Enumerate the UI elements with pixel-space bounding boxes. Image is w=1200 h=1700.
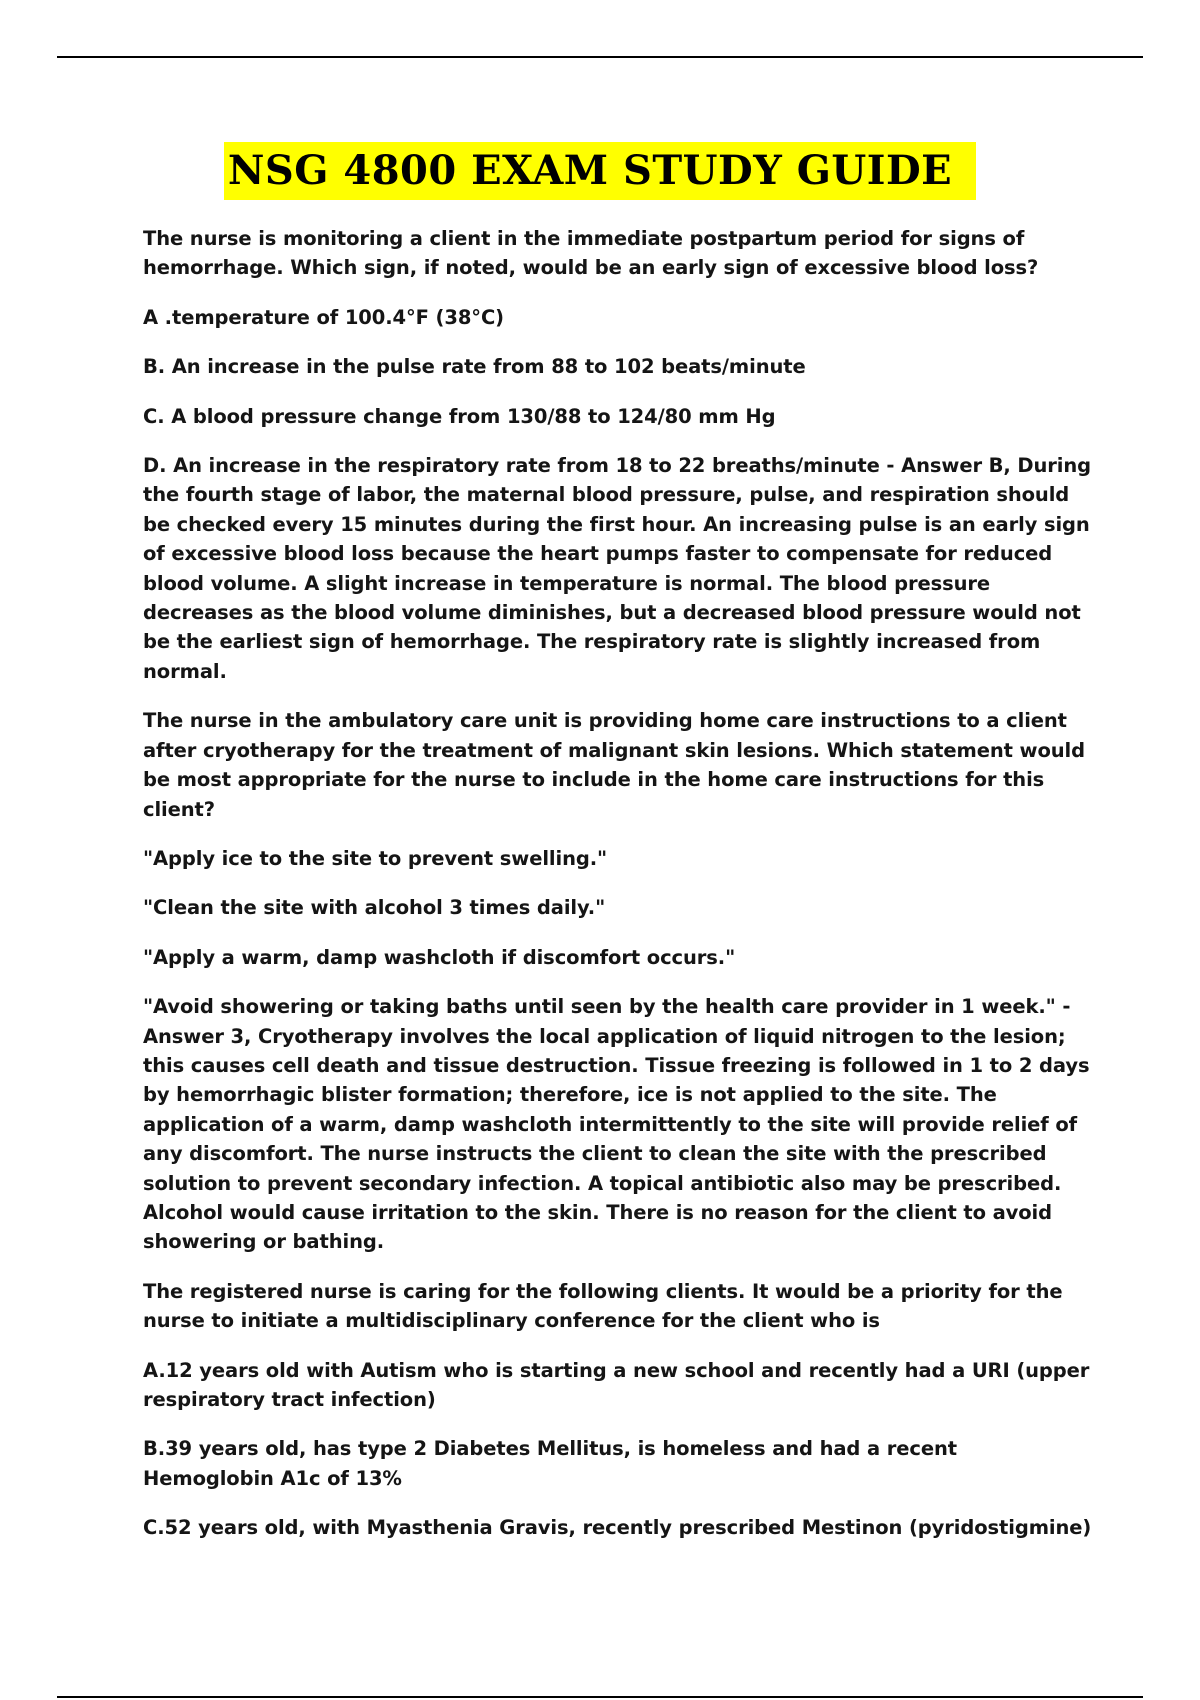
question-2-option-2: "Clean the site with alcohol 3 times daily.": [143, 896, 606, 920]
question-1-option-a: A .temperature of 100.4°F (38°C): [143, 305, 504, 329]
question-2-stem: The nurse in the ambulatory care unit is providing home care instructions to a client after cryotherapy for the treatment of malignant skin lesions. Which statement would be most appropriate for the nurse to include in the home care instructions for this client?: [143, 709, 1085, 821]
question-3-stem: The registered nurse is caring for the following clients. It would be a priority for the nurse to initiate a multidisciplinary conference for the client who is: [143, 1279, 1063, 1333]
document-body: [143, 224, 1093, 1563]
question-3-option-b: B.39 years old, has type 2 Diabetes Mellitus, is homeless and had a recent Hemoglobin A1c of 13%: [143, 1437, 957, 1490]
top-rule: [57, 56, 1143, 58]
document-title: NSG 4800 EXAM STUDY GUIDE: [224, 142, 976, 200]
title-container: [0, 142, 1200, 200]
question-1-stem: The nurse is monitoring a client in the immediate postpartum period for signs of hemorrhage. Which sign, if noted, would be an early sign of excessive blood loss?: [143, 227, 1039, 280]
question-3-option-c: C.52 years old, with Myasthenia Gravis, recently prescribed Mestinon (pyridostigmine): [143, 1516, 1092, 1540]
question-1-option-d-answer: D. An increase in the respiratory rate from 18 to 22 breaths/minute - Answer B, During the fourth stage of labor, the maternal blood pressure, pulse, and respiration should be checked every 15 minutes during the first hour. An increasing pulse is an early sign of excessive blood loss because the heart pumps faster to compensate for reduced blood volume. A slight increase in temperature is normal. The blood pressure decreases as the blood volume diminishes, but a decreased blood pressure would not be the earliest sign of hemorrhage. The respiratory rate is slightly increased from normal.: [143, 454, 1092, 683]
question-2-option-1: "Apply ice to the site to prevent swelling.": [143, 846, 608, 870]
question-2-option-3: "Apply a warm, damp washcloth if discomfort occurs.": [143, 945, 736, 969]
question-1-option-b: B. An increase in the pulse rate from 88 to 102 beats/minute: [143, 355, 806, 379]
bottom-rule: [57, 1696, 1143, 1698]
question-2-option-4-answer: "Avoid showering or taking baths until seen by the health care provider in 1 week." - Answer 3, Cryotherapy involves the local application of liquid nitrogen to the lesion; this causes cell death and tissue destruction. Tissue freezing is followed in 1 to 2 days by hemorrhagic blister formation; therefore, ice is not applied to the site. The application of a warm, damp washcloth intermittently to the site will provide relief of any discomfort. The nurse instructs the client to clean the site with the prescribed solution to prevent secondary infection. A topical antibiotic also may be prescribed. Alcohol would cause irritation to the skin. There is no reason for the client to avoid showering or bathing.: [143, 995, 1090, 1254]
question-1-option-c: C. A blood pressure change from 130/88 to 124/80 mm Hg: [143, 404, 776, 428]
question-3-option-a: A.12 years old with Autism who is starting a new school and recently had a URI (upper respiratory tract infection): [143, 1358, 1090, 1411]
